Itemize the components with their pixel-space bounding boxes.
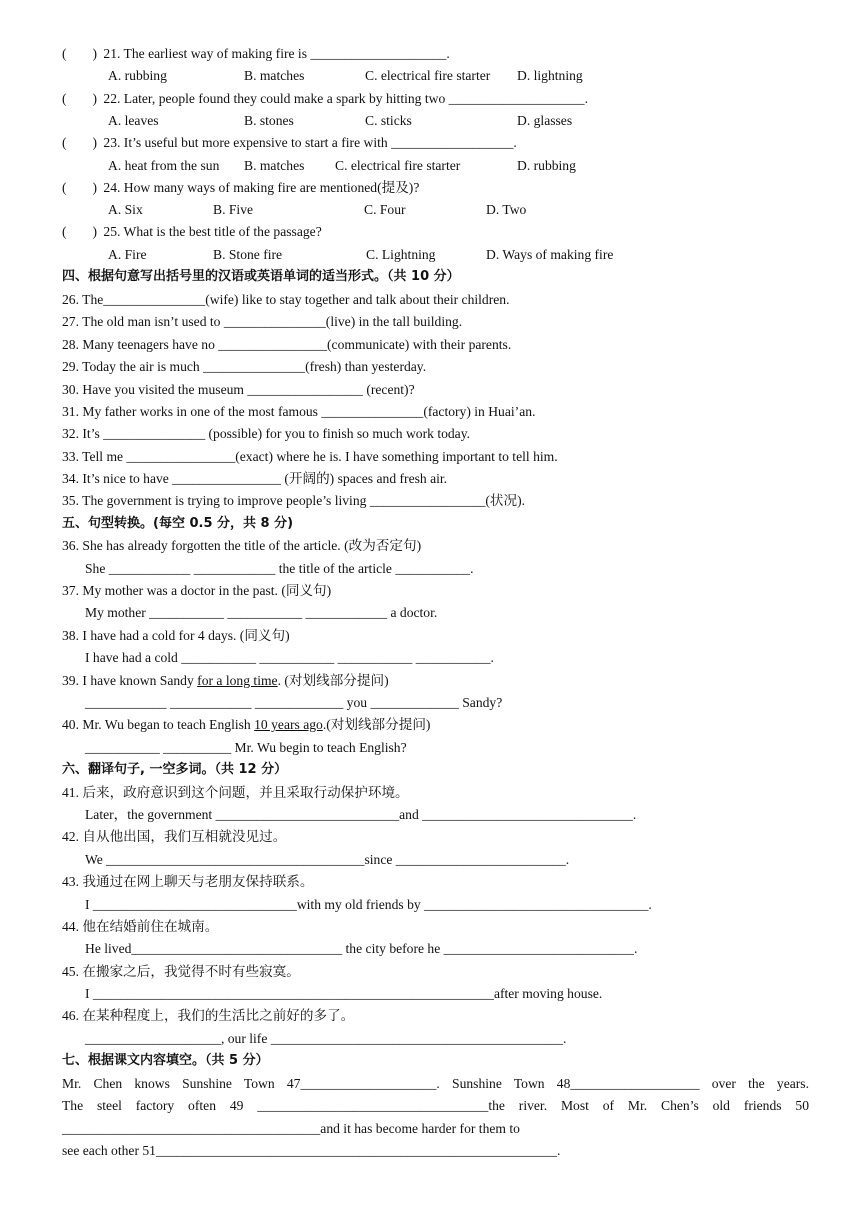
passage-line-2[interactable]: The steel factory often 49 __________________________________the river. Most of Mr. Chen’s old friends 50 (62, 1098, 809, 1113)
underlined-phrase: 10 years ago (254, 717, 323, 732)
question-24: ( ) 24. How many ways of making fire are mentioned(提及)? (62, 177, 419, 199)
answer-paren[interactable]: ( ) (62, 180, 98, 195)
option-b[interactable]: B. matches (244, 158, 305, 173)
question-34: 34. It’s nice to have ________________ (开阔的) spaces and fresh air. (62, 471, 448, 486)
options-25 (0, 244, 860, 266)
passage-line-3[interactable]: ______________________________________and it has become harder for them to (62, 1121, 520, 1136)
question-36: 36. She has already forgotten the title of the article. (改为否定句) (62, 538, 422, 553)
option-b[interactable]: B. matches (244, 68, 305, 83)
option-c[interactable]: C. Four (364, 202, 406, 217)
question-29: 29. Today the air is much _______________(fresh) than yesterday. (62, 359, 427, 374)
answer-46[interactable]: ____________________, our life ___________________________________________. (85, 1031, 567, 1046)
answer-37[interactable]: My mother ___________ ___________ ____________ a doctor. (85, 605, 438, 620)
option-c[interactable]: C. electrical fire starter (335, 158, 461, 173)
option-b[interactable]: B. stones (244, 113, 294, 128)
question-23: ( ) 23. It’s useful but more expensive to start a fire with __________________. (62, 132, 517, 154)
option-a[interactable]: A. rubbing (108, 68, 167, 83)
question-41-chinese: 41. 后来，政府意识到这个问题，并且采取行动保护环境。 (62, 785, 409, 800)
question-35: 35. The government is trying to improve people’s living _________________(状况). (62, 493, 526, 508)
option-d[interactable]: D. Two (486, 202, 527, 217)
answer-42[interactable]: We ______________________________________since _________________________. (85, 852, 570, 867)
question-21: ( ) 21. The earliest way of making fire is ____________________. (62, 43, 450, 65)
question-43-chinese: 43. 我通过在网上聊天与老朋友保持联系。 (62, 874, 314, 889)
answer-paren[interactable]: ( ) (62, 91, 98, 106)
option-c[interactable]: C. electrical fire starter (365, 68, 491, 83)
underlined-phrase: for a long time (197, 673, 278, 688)
answer-paren[interactable]: ( ) (62, 46, 98, 61)
section-5-title: 五、句型转换。(每空 0.5 分，共 8 分) (62, 516, 294, 531)
answer-43[interactable]: I ______________________________with my old friends by _________________________________. (85, 897, 652, 912)
option-a[interactable]: A. heat from the sun (108, 158, 220, 173)
question-42-chinese: 42. 自从他出国，我们互相就没见过。 (62, 829, 287, 844)
options-21 (0, 65, 860, 87)
question-27: 27. The old man isn’t used to _______________(live) in the tall building. (62, 314, 463, 329)
answer-paren[interactable]: ( ) (62, 224, 98, 239)
question-45-chinese: 45. 在搬家之后，我觉得不时有些寂寞。 (62, 964, 300, 979)
option-b[interactable]: B. Five (213, 202, 254, 217)
answer-41[interactable]: Later，the government ___________________________and _______________________________. (85, 807, 637, 822)
section-6-title: 六、翻译句子, 一空多词。（共 12 分） (62, 762, 288, 777)
option-d[interactable]: D. lightning (517, 68, 583, 83)
option-c[interactable]: C. sticks (365, 113, 412, 128)
question-22: ( ) 22. Later, people found they could make a spark by hitting two ____________________. (62, 88, 588, 110)
option-d[interactable]: D. glasses (517, 113, 573, 128)
passage-line-4[interactable]: see each other 51___________________________________________________________. (62, 1143, 561, 1158)
question-46-chinese: 46. 在某种程度上，我们的生活比之前好的多了。 (62, 1008, 355, 1023)
question-33: 33. Tell me ________________(exact) where he is. I have something important to tell him. (62, 449, 558, 464)
answer-38[interactable]: I have had a cold ___________ ___________ ___________ ___________. (85, 650, 494, 665)
answer-44[interactable]: He lived_______________________________ the city before he ____________________________. (85, 941, 638, 956)
question-31: 31. My father works in one of the most famous _______________(factory) in Huai’an. (62, 404, 536, 419)
question-44-chinese: 44. 他在结婚前住在城南。 (62, 919, 219, 934)
question-28: 28. Many teenagers have no ________________(communicate) with their parents. (62, 337, 512, 352)
options-24 (0, 199, 860, 221)
option-a[interactable]: A. Six (108, 202, 143, 217)
option-d[interactable]: D. rubbing (517, 158, 576, 173)
question-37: 37. My mother was a doctor in the past. (同义句) (62, 583, 332, 598)
answer-36[interactable]: She ____________ ____________ the title of the article ___________. (85, 561, 474, 576)
question-26: 26. The_______________(wife) like to stay together and talk about their children. (62, 292, 510, 307)
section-7-title: 七、根据课文内容填空。（共 5 分） (62, 1053, 269, 1068)
answer-45[interactable]: I ___________________________________________________________after moving house. (85, 986, 603, 1001)
answer-40[interactable]: ___________ __________ Mr. Wu begin to teach English? (85, 740, 407, 755)
options-22 (0, 110, 860, 132)
option-a[interactable]: A. Fire (108, 247, 147, 262)
question-38: 38. I have had a cold for 4 days. (同义句) (62, 628, 290, 643)
option-a[interactable]: A. leaves (108, 113, 159, 128)
option-d[interactable]: D. Ways of making fire (486, 247, 614, 262)
passage-line-1[interactable]: Mr. Chen knows Sunshine Town 47____________________. Sunshine Town 48___________________ over the years. (62, 1076, 809, 1091)
answer-paren[interactable]: ( ) (62, 135, 98, 150)
question-25: ( ) 25. What is the best title of the passage? (62, 221, 322, 243)
section-4-title: 四、根据句意写出括号里的汉语或英语单词的适当形式。（共 10 分） (62, 269, 460, 284)
answer-39[interactable]: ____________ ____________ _____________ you _____________ Sandy? (85, 695, 503, 710)
question-32: 32. It’s _______________ (possible) for you to finish so much work today. (62, 426, 471, 441)
option-b[interactable]: B. Stone fire (213, 247, 283, 262)
options-23 (0, 155, 860, 177)
question-30: 30. Have you visited the museum _________________ (recent)? (62, 382, 415, 397)
option-c[interactable]: C. Lightning (366, 247, 436, 262)
question-40: 40. Mr. Wu began to teach English 10 years ago.(对划线部分提问) (62, 717, 431, 732)
question-39: 39. I have known Sandy for a long time. (对划线部分提问) (62, 673, 389, 688)
